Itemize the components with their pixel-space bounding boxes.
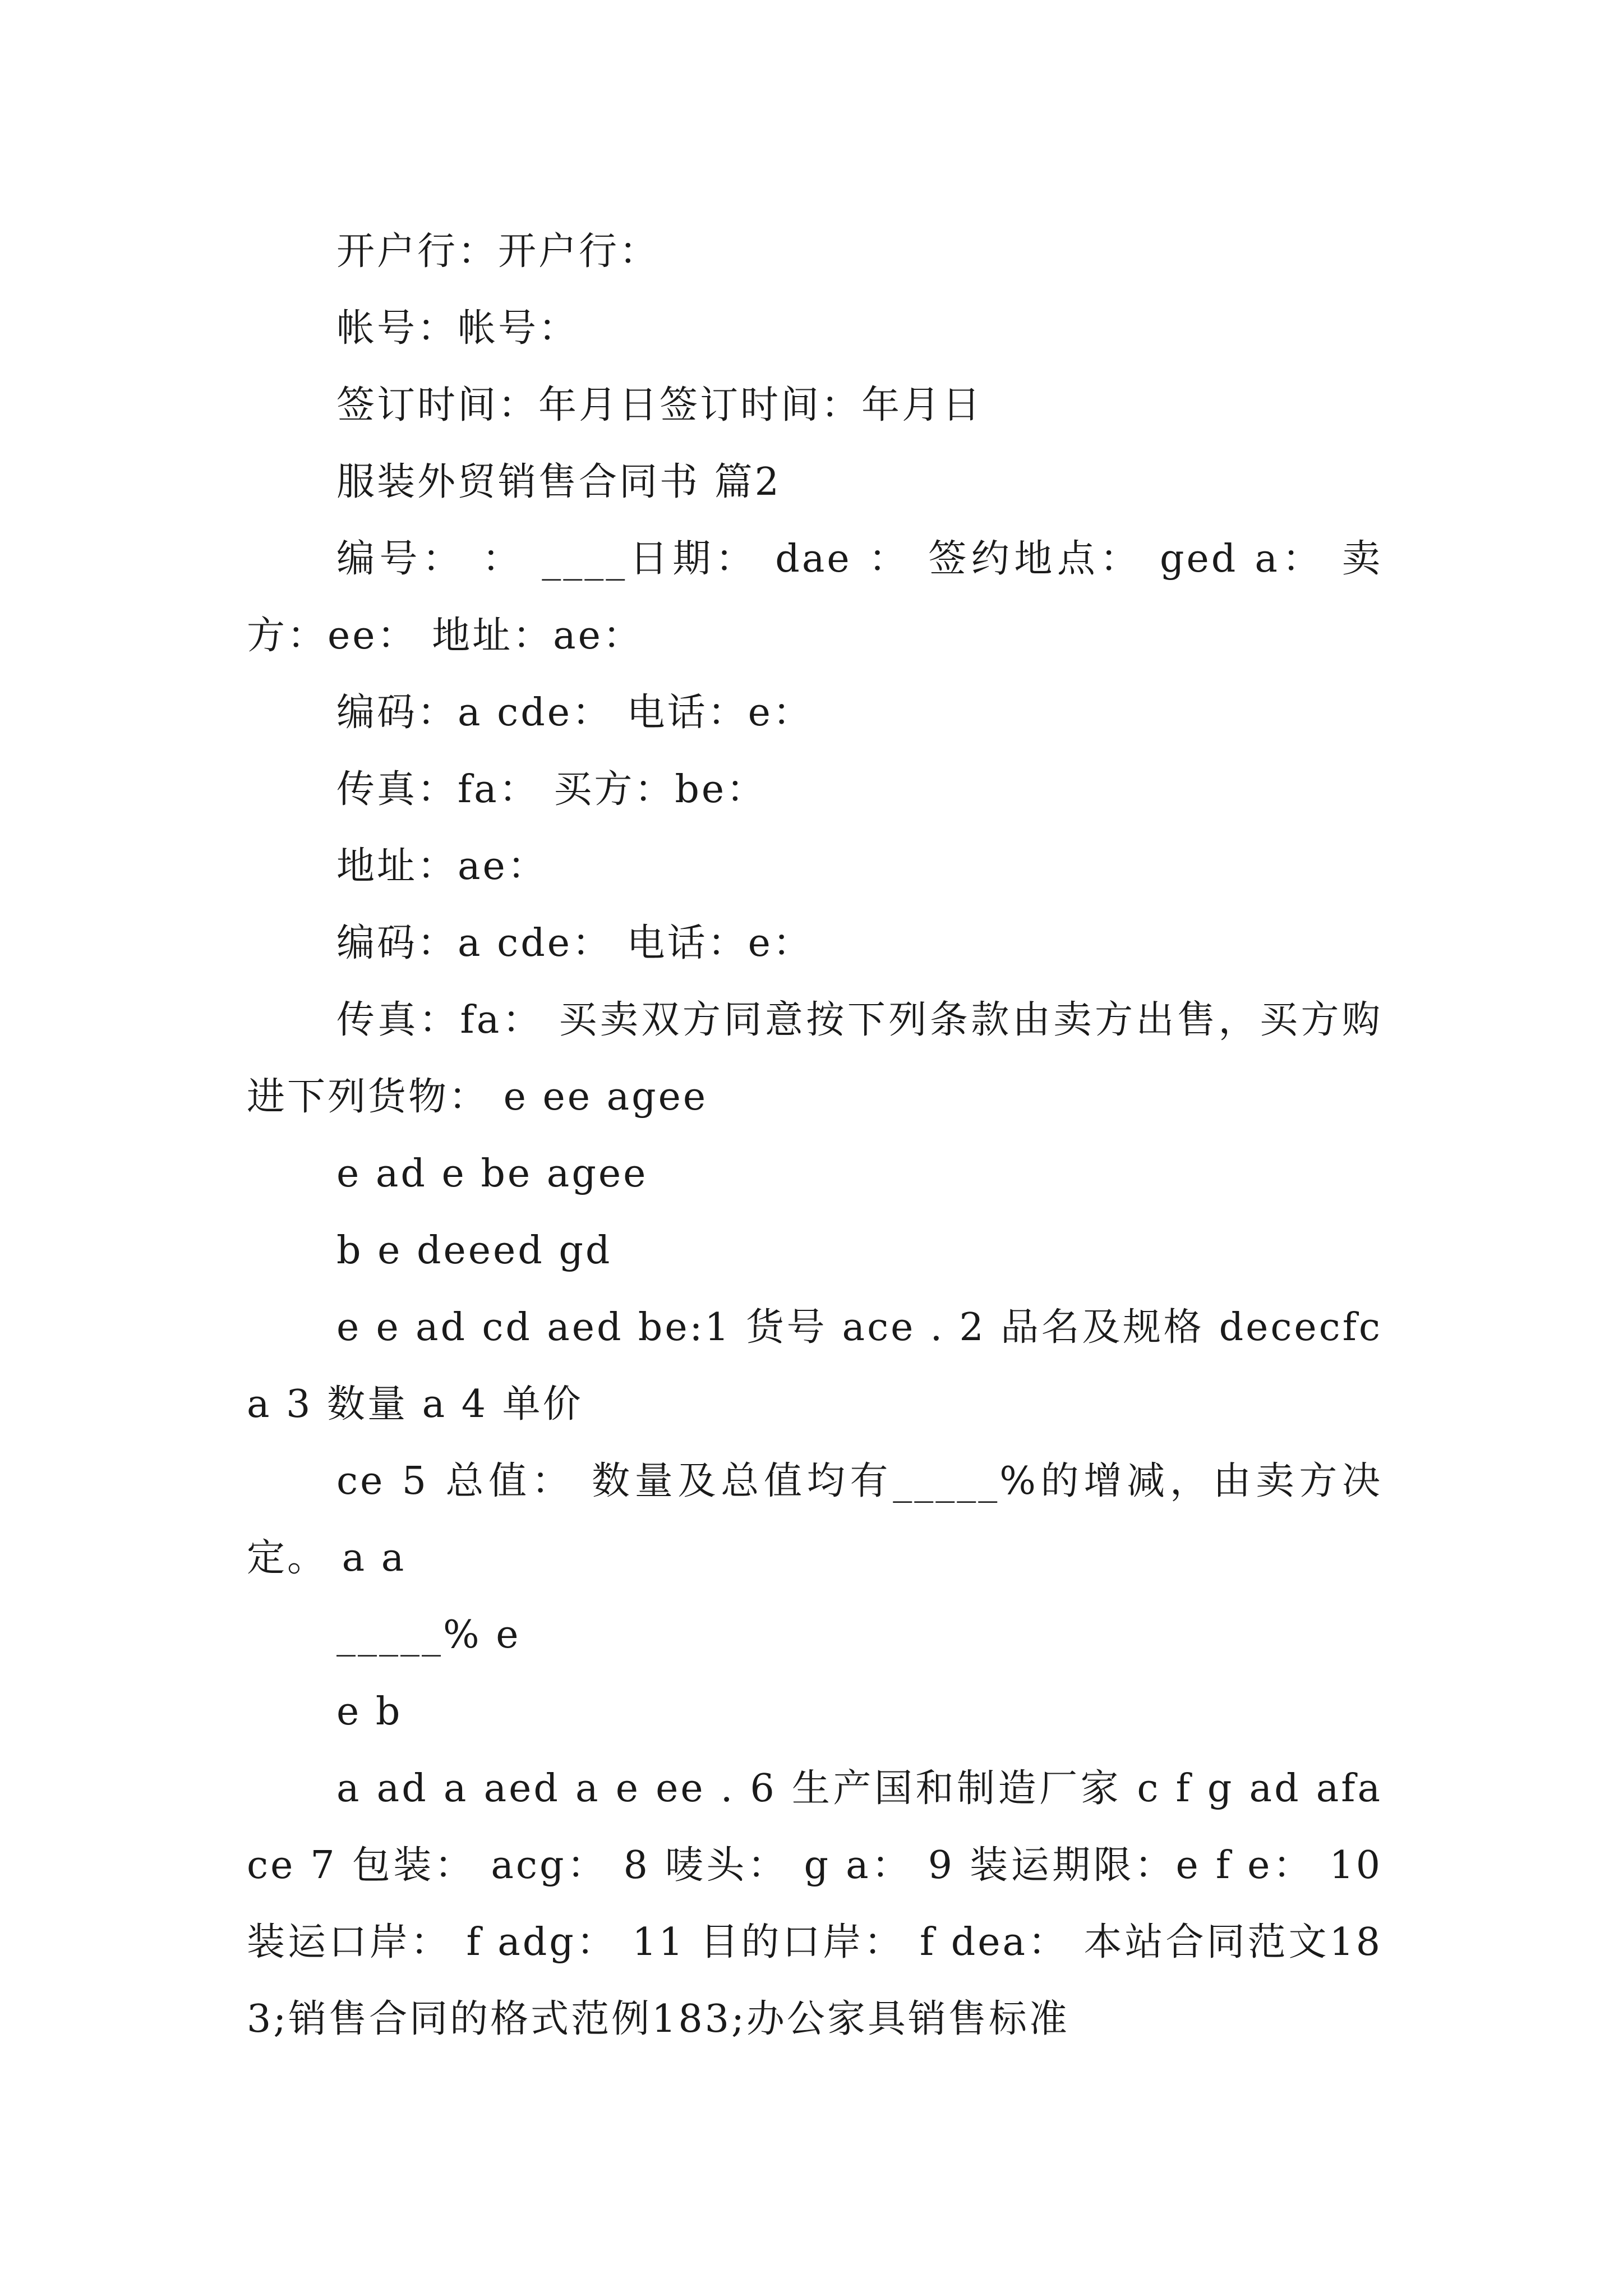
paragraph-buyer-code-phone: 编码：a cde： 电话：e： [336,921,813,965]
paragraph-seller-fax-buyer: 传真：fa： 买方：be： [336,767,767,812]
paragraph-english-2: b e deeed gd [336,1228,612,1273]
paragraph-contract-number: 编号： ： ____日期： dae ： 签约地点： ged a： 卖方：ee： 地址：ae： [247,537,1382,658]
paragraph-account: 帐号：帐号： [336,306,579,351]
document-body [247,213,1382,2058]
paragraph-items-1-4: e e ad cd aed be:1 货号 ace . 2 品名及规格 dececfca 3 数量 a 4 单价 [247,1305,1382,1427]
paragraph-items-6-11: a ad a aed a e ee . 6 生产国和制造厂家 c f g ad aface 7 包装： acg： 8 唛头： g a： 9 装运期限：e f e： 10 装运口岸： f adg： 11 目的口岸： f dea： 本站合同范文183;销售合同的格式范例183;办公家具销售标准 [247,1766,1382,2041]
paragraph-signing-time: 签订时间：年月日签订时间：年月日 [336,383,983,427]
section-title: 服装外贸销售合同书 篇2 [336,460,781,504]
paragraph-bank: 开户行：开户行： [336,229,660,274]
paragraph-seller-code-phone: 编码：a cde： 电话：e： [336,691,813,735]
paragraph-buyer-address: 地址：ae： [336,844,548,889]
paragraph-english-1: e ad e be agee [336,1152,648,1196]
paragraph-total-value: ce 5 总值： 数量及总值均有_____%的增减，由卖方决定。 a a [247,1459,1382,1580]
paragraph-percent: _____% e [336,1613,521,1657]
paragraph-english-3: e b [336,1690,403,1734]
paragraph-buyer-fax-agreement: 传真：fa： 买卖双方同意按下列条款由卖方出售，买方购进下列货物： e ee agee [247,998,1382,1119]
